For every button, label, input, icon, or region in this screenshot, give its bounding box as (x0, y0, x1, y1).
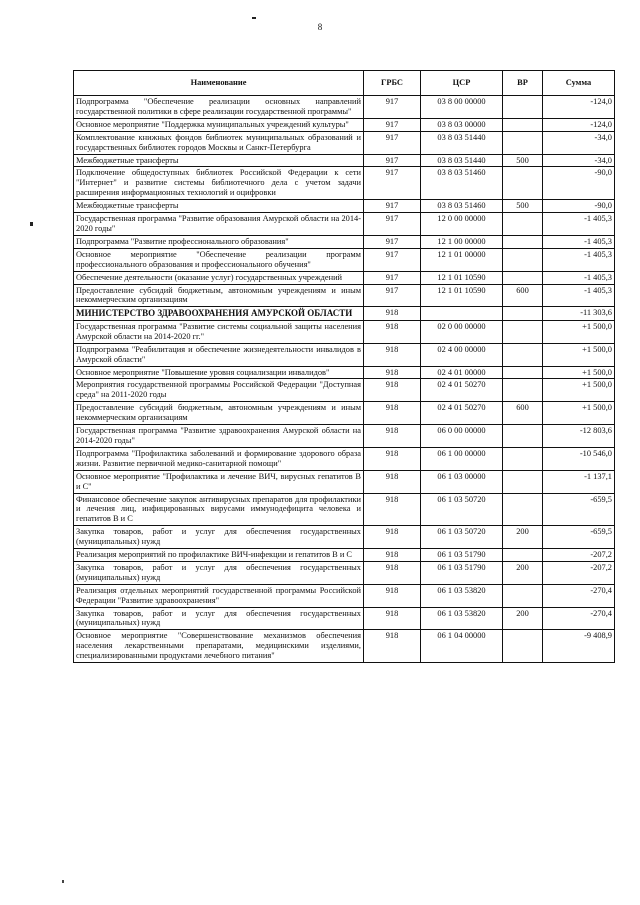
cell-grbs: 917 (364, 284, 421, 307)
scan-speck (30, 222, 33, 226)
cell-vr (503, 96, 543, 119)
cell-sum: -124,0 (543, 96, 615, 119)
cell-sum: -659,5 (543, 526, 615, 549)
cell-grbs: 917 (364, 96, 421, 119)
table-row (74, 447, 615, 470)
cell-csr: 03 8 03 51460 (421, 167, 503, 200)
table-row (74, 154, 615, 167)
cell-csr: 06 1 03 50720 (421, 526, 503, 549)
cell-name: Подпрограмма "Обеспечение реализации основных направлений государственной политики в сфере реализации государственной программы" (74, 96, 364, 119)
cell-name: Предоставление субсидий бюджетным, автономным учреждениям и иным некоммерческим организациям (74, 284, 364, 307)
cell-name: Подпрограмма "Развитие профессионального образования" (74, 235, 364, 248)
cell-grbs: 918 (364, 307, 421, 321)
cell-vr (503, 447, 543, 470)
cell-sum: -10 546,0 (543, 447, 615, 470)
cell-grbs: 918 (364, 607, 421, 630)
table-row (74, 526, 615, 549)
column-header-name: Наименование (74, 71, 364, 96)
cell-csr: 03 8 03 51440 (421, 131, 503, 154)
cell-grbs: 917 (364, 200, 421, 213)
cell-csr: 12 1 01 10590 (421, 284, 503, 307)
table-row (74, 118, 615, 131)
cell-vr (503, 470, 543, 493)
cell-vr (503, 584, 543, 607)
cell-sum: -1 405,3 (543, 235, 615, 248)
table-row (74, 493, 615, 526)
cell-vr: 600 (503, 284, 543, 307)
cell-csr: 06 1 03 00000 (421, 470, 503, 493)
cell-vr (503, 343, 543, 366)
table-row (74, 96, 615, 119)
cell-name: Государственная программа "Развитие образования Амурской области на 2014-2020 годы" (74, 213, 364, 236)
cell-name: Финансовое обеспечение закупок антивирусных препаратов для профилактики и лечения лиц, инфицированных вирусами иммунодефицита человека и гепатитов В и С (74, 493, 364, 526)
cell-sum: -1 405,3 (543, 284, 615, 307)
cell-grbs: 918 (364, 470, 421, 493)
cell-name: Закупка товаров, работ и услуг для обеспечения государственных (муниципальных) нужд (74, 526, 364, 549)
cell-grbs: 918 (364, 320, 421, 343)
cell-grbs: 918 (364, 493, 421, 526)
cell-name: Государственная программа "Развитие здравоохранения Амурской области на 2014-2020 годы" (74, 425, 364, 448)
cell-name: Государственная программа "Развитие системы социальной защиты населения Амурской области на 2014-2020 гг." (74, 320, 364, 343)
cell-sum: -270,4 (543, 584, 615, 607)
cell-name: Подпрограмма "Реабилитация и обеспечение жизнедеятельности инвалидов в Амурской области" (74, 343, 364, 366)
cell-grbs: 917 (364, 213, 421, 236)
column-header-csr: ЦСР (421, 71, 503, 96)
table-row (74, 584, 615, 607)
cell-name: Мероприятия государственной программы Российской Федерации "Доступная среда" на 2011-2020 годы (74, 379, 364, 402)
table-row (74, 470, 615, 493)
cell-vr: 500 (503, 200, 543, 213)
cell-sum: -90,0 (543, 167, 615, 200)
cell-grbs: 918 (364, 526, 421, 549)
cell-name: Реализация отдельных мероприятий государственной программы Российской Федерации "Развитие здравоохранения" (74, 584, 364, 607)
cell-csr: 12 0 00 00000 (421, 213, 503, 236)
cell-grbs: 917 (364, 118, 421, 131)
cell-name: Подключение общедоступных библиотек Российской Федерации к сети "Интернет" и развитие системы библиотечного дела с учетом задачи расширения информационных технологий и оцифровки (74, 167, 364, 200)
cell-name: Комплектование книжных фондов библиотек муниципальных образований и государственных библиотек городов Москвы и Санкт-Петербурга (74, 131, 364, 154)
cell-csr: 06 0 00 00000 (421, 425, 503, 448)
cell-name: Основное мероприятие "Поддержка муниципальных учреждений культуры" (74, 118, 364, 131)
cell-name: Закупка товаров, работ и услуг для обеспечения государственных (муниципальных) нужд (74, 607, 364, 630)
cell-csr: 06 1 03 51790 (421, 561, 503, 584)
cell-grbs: 917 (364, 271, 421, 284)
cell-sum: -1 405,3 (543, 271, 615, 284)
table-row (74, 307, 615, 321)
column-header-vr: ВР (503, 71, 543, 96)
cell-vr: 500 (503, 154, 543, 167)
cell-sum: -12 803,6 (543, 425, 615, 448)
cell-grbs: 917 (364, 235, 421, 248)
cell-sum: +1 500,0 (543, 366, 615, 379)
table-row (74, 425, 615, 448)
cell-sum: -124,0 (543, 118, 615, 131)
cell-sum: -11 303,6 (543, 307, 615, 321)
cell-vr (503, 235, 543, 248)
cell-sum: -1 137,1 (543, 470, 615, 493)
cell-grbs: 918 (364, 425, 421, 448)
cell-sum: +1 500,0 (543, 343, 615, 366)
cell-grbs: 917 (364, 131, 421, 154)
table-row (74, 271, 615, 284)
table-row (74, 248, 615, 271)
table-row (74, 402, 615, 425)
cell-grbs: 917 (364, 167, 421, 200)
cell-grbs: 918 (364, 630, 421, 663)
cell-csr: 02 0 00 00000 (421, 320, 503, 343)
cell-sum: -207,2 (543, 561, 615, 584)
cell-name: Основное мероприятие "Совершенствование механизмов обеспечения населения лекарственными препаратами, медицинскими изделиями, специализированными продуктами лечебного питания" (74, 630, 364, 663)
cell-csr: 02 4 00 00000 (421, 343, 503, 366)
cell-vr (503, 118, 543, 131)
cell-vr (503, 307, 543, 321)
cell-vr (503, 493, 543, 526)
table-row (74, 284, 615, 307)
cell-csr: 03 8 03 00000 (421, 118, 503, 131)
cell-vr (503, 549, 543, 562)
cell-name: Основное мероприятие "Повышение уровня социализации инвалидов" (74, 366, 364, 379)
cell-sum: -34,0 (543, 131, 615, 154)
cell-vr: 200 (503, 561, 543, 584)
cell-sum: +1 500,0 (543, 379, 615, 402)
table-row (74, 561, 615, 584)
cell-sum: -207,2 (543, 549, 615, 562)
cell-vr (503, 425, 543, 448)
cell-sum: +1 500,0 (543, 320, 615, 343)
cell-vr (503, 320, 543, 343)
column-header-sum: Сумма (543, 71, 615, 96)
cell-csr: 02 4 01 50270 (421, 402, 503, 425)
cell-csr: 03 8 03 51440 (421, 154, 503, 167)
cell-grbs: 918 (364, 584, 421, 607)
cell-grbs: 918 (364, 402, 421, 425)
cell-sum: -659,5 (543, 493, 615, 526)
cell-vr (503, 630, 543, 663)
cell-sum: -34,0 (543, 154, 615, 167)
cell-vr (503, 366, 543, 379)
cell-sum: -270,4 (543, 607, 615, 630)
table-row (74, 131, 615, 154)
cell-name: МИНИСТЕРСТВО ЗДРАВООХРАНЕНИЯ АМУРСКОЙ ОБЛАСТИ (74, 307, 364, 321)
cell-grbs: 917 (364, 154, 421, 167)
cell-name: Межбюджетные трансферты (74, 200, 364, 213)
cell-grbs: 918 (364, 447, 421, 470)
cell-csr: 12 1 01 10590 (421, 271, 503, 284)
column-header-grbs: ГРБС (364, 71, 421, 96)
cell-csr: 02 4 01 50270 (421, 379, 503, 402)
cell-vr: 200 (503, 607, 543, 630)
budget-table (73, 70, 615, 663)
scan-speck (62, 880, 64, 883)
cell-csr: 06 1 03 50720 (421, 493, 503, 526)
cell-csr: 03 8 03 51460 (421, 200, 503, 213)
cell-vr (503, 271, 543, 284)
cell-vr (503, 131, 543, 154)
cell-name: Обеспечение деятельности (оказание услуг) государственных учреждений (74, 271, 364, 284)
table-row (74, 549, 615, 562)
cell-name: Предоставление субсидий бюджетным, автономным учреждениям и иным некоммерческим организациям (74, 402, 364, 425)
cell-grbs: 918 (364, 549, 421, 562)
table-header-row (74, 71, 615, 96)
scan-speck (252, 17, 256, 19)
page-number: 8 (317, 22, 323, 32)
table-row (74, 167, 615, 200)
cell-csr: 03 8 00 00000 (421, 96, 503, 119)
table-body (74, 96, 615, 663)
cell-csr: 06 1 00 00000 (421, 447, 503, 470)
cell-sum: -90,0 (543, 200, 615, 213)
cell-sum: -1 405,3 (543, 248, 615, 271)
table-row (74, 630, 615, 663)
table-row (74, 213, 615, 236)
table-row (74, 235, 615, 248)
table-row (74, 320, 615, 343)
cell-grbs: 918 (364, 561, 421, 584)
cell-name: Реализация мероприятий по профилактике ВИЧ-инфекции и гепатитов В и С (74, 549, 364, 562)
table-row (74, 200, 615, 213)
cell-grbs: 917 (364, 248, 421, 271)
table-row (74, 343, 615, 366)
cell-csr: 12 1 00 00000 (421, 235, 503, 248)
cell-grbs: 918 (364, 379, 421, 402)
cell-name: Основное мероприятие "Обеспечение реализации программ профессионального образования и профессионального обучения" (74, 248, 364, 271)
table-row (74, 607, 615, 630)
cell-vr: 200 (503, 526, 543, 549)
cell-csr: 06 1 03 53820 (421, 607, 503, 630)
cell-sum: -9 408,9 (543, 630, 615, 663)
cell-vr (503, 379, 543, 402)
cell-grbs: 918 (364, 366, 421, 379)
cell-grbs: 918 (364, 343, 421, 366)
table-row (74, 366, 615, 379)
cell-csr: 06 1 04 00000 (421, 630, 503, 663)
cell-name: Закупка товаров, работ и услуг для обеспечения государственных (муниципальных) нужд (74, 561, 364, 584)
cell-csr: 06 1 03 53820 (421, 584, 503, 607)
cell-name: Основное мероприятие "Профилактика и лечение ВИЧ, вирусных гепатитов В и С" (74, 470, 364, 493)
cell-csr: 12 1 01 00000 (421, 248, 503, 271)
cell-name: Межбюджетные трансферты (74, 154, 364, 167)
cell-vr (503, 213, 543, 236)
table-row (74, 379, 615, 402)
cell-sum: +1 500,0 (543, 402, 615, 425)
cell-vr (503, 248, 543, 271)
cell-sum: -1 405,3 (543, 213, 615, 236)
cell-csr (421, 307, 503, 321)
cell-csr: 06 1 03 51790 (421, 549, 503, 562)
cell-csr: 02 4 01 00000 (421, 366, 503, 379)
cell-vr: 600 (503, 402, 543, 425)
cell-name: Подпрограмма "Профилактика заболеваний и формирование здорового образа жизни. Развитие первичной медико-санитарной помощи" (74, 447, 364, 470)
cell-vr (503, 167, 543, 200)
